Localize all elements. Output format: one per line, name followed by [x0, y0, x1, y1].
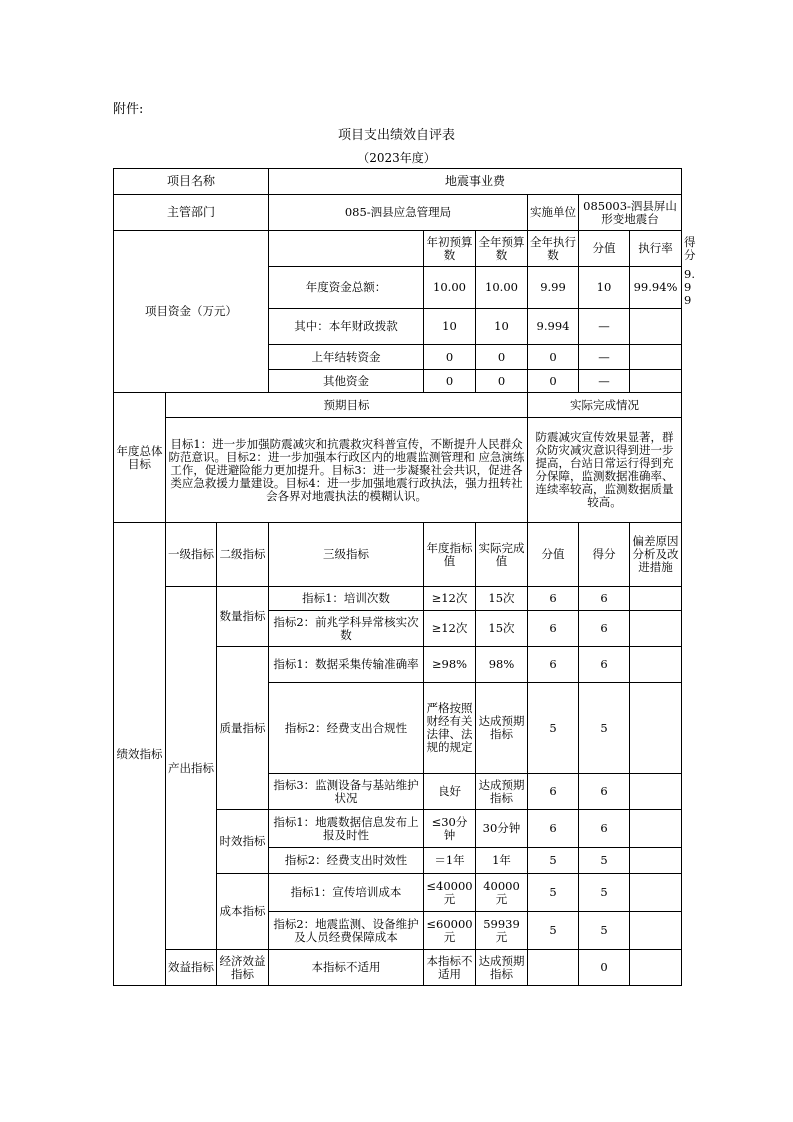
- funds-cell: 0: [528, 345, 579, 370]
- indicator-note: [630, 912, 682, 950]
- indicator-name: 指标2：前兆学科异常核实次数: [269, 611, 424, 647]
- perf-header: 三级指标: [269, 523, 424, 587]
- funds-header: 年初预算数: [424, 231, 476, 267]
- indicator-actual: 15次: [476, 587, 528, 611]
- page-title: 项目支出绩效自评表: [337, 128, 455, 143]
- funds-blank-header: [269, 231, 424, 267]
- indicator-actual: 40000元: [476, 874, 528, 912]
- funds-cell: [630, 345, 682, 370]
- funds-header: 分值: [579, 231, 630, 267]
- indicator-name: 指标2：经费支出时效性: [269, 848, 424, 874]
- indicator-note: [630, 950, 682, 986]
- indicator-value: 6: [528, 587, 579, 611]
- indicator-note: [630, 611, 682, 647]
- dept-value: 085-泗县应急管理局: [269, 195, 528, 231]
- perf-header: 分值: [528, 523, 579, 587]
- project-name-label: 项目名称: [114, 169, 269, 195]
- funds-cell: 10: [424, 309, 476, 345]
- indicator-score: 6: [579, 611, 630, 647]
- indicator-name: 指标1：宣传培训成本: [269, 874, 424, 912]
- indicator-value: 6: [528, 810, 579, 848]
- funds-cell: 0: [424, 370, 476, 393]
- indicator-note: [630, 774, 682, 810]
- indicator-note: [630, 647, 682, 683]
- year-subtitle: （2023年度）: [357, 151, 436, 165]
- indicator-note: [630, 874, 682, 912]
- indicator-target: 严格按照财经有关法律、法规的规定: [424, 683, 476, 774]
- funds-cell: 10.00: [476, 267, 528, 309]
- timeliness-indicator-label: 时效指标: [217, 810, 269, 874]
- indicator-actual: 1年: [476, 848, 528, 874]
- indicator-name: 指标2：地震监测、设备维护及人员经费保障成本: [269, 912, 424, 950]
- indicator-score: 6: [579, 810, 630, 848]
- indicator-target: ≥12次: [424, 587, 476, 611]
- indicator-note: [630, 587, 682, 611]
- evaluation-table: 项目名称 地震事业费 主管部门 085-泗县应急管理局 实施单位 085003-泗县屏山形变地震台 项目资金（万元） 年初预算数 全年预算数 全年执行数 分值 执行率 得分 年度资金总额： 10.00 10.00 9.99 10 99.94% 9.99 其中：本年财政拨款 10 10 9.994 — 上年结转资金 0 0 0 — 其他资金 0 0 0 — 年度总体目标 预期目标 实际完成情况 目标1：进一步加强防震减灾和抗震救灾科普宣传，不断提升人民群众防范意识。目标2：进一步加强本行政区内的地震监测管理和 应急演练工作，促进避险能力更加提升。目标3：进一步凝聚社会共识，促进各类应急救援力量建设。目标4：进一步加强地震行政执法，强力扭转社会各界对地震执法的模糊认识。 防震减灾宣传效果显著，群众防灾减灾意识得到进一步提高，台站日常运行得到充分保障，监测数据准确率、连续率较高，监测数据质量较高。 绩效指标 一级指标 二级指标 三级指标 年度指标值 实际完成值 分值 得分 偏差原因分析及改进措施 产出指标 数量指标 指标1：培训次数 ≥12次 15次 6 6 指标2：前兆学科异常核实次数 ≥12次 15次 6 6 质量指标 指标1：数据采集传输准确率 ≥98% 98% 6 6 指标2：经费支出合规性 严格按照财经有关法律、法规的规定 达成预期指标 5 5 指标3：监测设备与基站维护状况 良好 达成预期指标 6 6 时效指标 指标1：地震数据信息发布上报及时性 ≤30分钟 30分钟 6 6 指标2：经费支出时效性 ＝1年 1年 5 5 成本指标 指标1：宣传培训成本 ≤40000元 40000元 5 5 指标2：地震监测、设备维护及人员经费保障成本 ≤60000元 59939元 5 5 效益指标 经济效益指标 本指标不适用 本指标不适用 达成预期指标 0: [113, 168, 682, 986]
- indicator-actual: 30分钟: [476, 810, 528, 848]
- funds-row-label: 其他资金: [269, 370, 424, 393]
- funds-cell: 9.99: [528, 267, 579, 309]
- indicator-target: ≥12次: [424, 611, 476, 647]
- funds-cell: —: [579, 370, 630, 393]
- indicator-target: ≤60000元: [424, 912, 476, 950]
- perf-header: 偏差原因分析及改进措施: [630, 523, 682, 587]
- perf-header: 年度指标值: [424, 523, 476, 587]
- indicator-target: 良好: [424, 774, 476, 810]
- indicator-actual: 达成预期指标: [476, 950, 528, 986]
- indicator-score: 5: [579, 912, 630, 950]
- indicator-score: 6: [579, 647, 630, 683]
- funds-cell: [630, 370, 682, 393]
- indicator-note: [630, 848, 682, 874]
- indicator-actual: 达成预期指标: [476, 683, 528, 774]
- indicator-score: 0: [579, 950, 630, 986]
- benefit-indicator-label: 效益指标: [166, 950, 217, 986]
- funds-cell: 0: [424, 345, 476, 370]
- funds-label: 项目资金（万元）: [114, 231, 269, 393]
- indicator-score: 5: [579, 683, 630, 774]
- indicator-value: 6: [528, 647, 579, 683]
- cost-indicator-label: 成本指标: [217, 874, 269, 950]
- actual-result-header: 实际完成情况: [528, 393, 682, 418]
- funds-cell: 0: [476, 345, 528, 370]
- indicator-name: 指标3：监测设备与基站维护状况: [269, 774, 424, 810]
- indicator-actual: 15次: [476, 611, 528, 647]
- indicator-value: 5: [528, 912, 579, 950]
- funds-row-label: 年度资金总额：: [269, 267, 424, 309]
- funds-cell: 0: [528, 370, 579, 393]
- indicator-target: ≤40000元: [424, 874, 476, 912]
- indicator-score: 6: [579, 587, 630, 611]
- funds-cell: 0: [476, 370, 528, 393]
- economic-benefit-label: 经济效益指标: [217, 950, 269, 986]
- indicator-target: ≥98%: [424, 647, 476, 683]
- dept-label: 主管部门: [114, 195, 269, 231]
- indicator-score: 6: [579, 774, 630, 810]
- indicator-score: 5: [579, 848, 630, 874]
- indicator-actual: 59939元: [476, 912, 528, 950]
- funds-cell: 9.994: [528, 309, 579, 345]
- impl-value: 085003-泗县屏山形变地震台: [579, 195, 682, 231]
- funds-cell: 10: [579, 267, 630, 309]
- funds-cell: [630, 309, 682, 345]
- goals-label: 年度总体目标: [114, 393, 166, 523]
- indicator-value: 5: [528, 874, 579, 912]
- perf-header: 二级指标: [217, 523, 269, 587]
- indicator-note: [630, 683, 682, 774]
- indicator-target: ＝1年: [424, 848, 476, 874]
- perf-header: 实际完成值: [476, 523, 528, 587]
- funds-cell: 10: [476, 309, 528, 345]
- indicator-actual: 98%: [476, 647, 528, 683]
- impl-label: 实施单位: [528, 195, 579, 231]
- indicator-name: 指标2：经费支出合规性: [269, 683, 424, 774]
- funds-cell: —: [579, 309, 630, 345]
- indicator-actual: 达成预期指标: [476, 774, 528, 810]
- funds-header: 执行率: [630, 231, 682, 267]
- attachment-label: 附件:: [113, 102, 144, 117]
- perf-header: 一级指标: [166, 523, 217, 587]
- expected-goal-header: 预期目标: [166, 393, 528, 418]
- funds-cell: —: [579, 345, 630, 370]
- indicator-target: ≤30分钟: [424, 810, 476, 848]
- indicator-note: [630, 810, 682, 848]
- funds-header: 全年执行数: [528, 231, 579, 267]
- output-indicator-label: 产出指标: [166, 587, 217, 950]
- funds-cell: 99.94%: [630, 267, 682, 309]
- indicator-value: 5: [528, 848, 579, 874]
- indicator-value: [528, 950, 579, 986]
- performance-label: 绩效指标: [114, 523, 166, 986]
- indicator-target: 本指标不适用: [424, 950, 476, 986]
- quality-indicator-label: 质量指标: [217, 647, 269, 810]
- project-name-value: 地震事业费: [269, 169, 682, 195]
- funds-header: 全年预算数: [476, 231, 528, 267]
- indicator-score: 5: [579, 874, 630, 912]
- indicator-name: 指标1：数据采集传输准确率: [269, 647, 424, 683]
- quantity-indicator-label: 数量指标: [217, 587, 269, 647]
- indicator-name: 指标1：地震数据信息发布上报及时性: [269, 810, 424, 848]
- indicator-value: 5: [528, 683, 579, 774]
- actual-result-text: 防震减灾宣传效果显著，群众防灾减灾意识得到进一步提高，台站日常运行得到充分保障，监测数据准确率、连续率较高，监测数据质量较高。: [528, 418, 682, 523]
- indicator-name: 指标1：培训次数: [269, 587, 424, 611]
- perf-header: 得分: [579, 523, 630, 587]
- funds-cell: 10.00: [424, 267, 476, 309]
- expected-goal-text: 目标1：进一步加强防震减灾和抗震救灾科普宣传，不断提升人民群众防范意识。目标2：进一步加强本行政区内的地震监测管理和 应急演练工作，促进避险能力更加提升。目标3：进一步凝聚社会共识，促进各类应急救援力量建设。目标4：进一步加强地震行政执法，强力扭转社会各界对地震执法的模糊认识。: [166, 418, 528, 523]
- indicator-name: 本指标不适用: [269, 950, 424, 986]
- funds-row-label: 上年结转资金: [269, 345, 424, 370]
- funds-row-label: 其中：本年财政拨款: [269, 309, 424, 345]
- indicator-value: 6: [528, 611, 579, 647]
- indicator-value: 6: [528, 774, 579, 810]
